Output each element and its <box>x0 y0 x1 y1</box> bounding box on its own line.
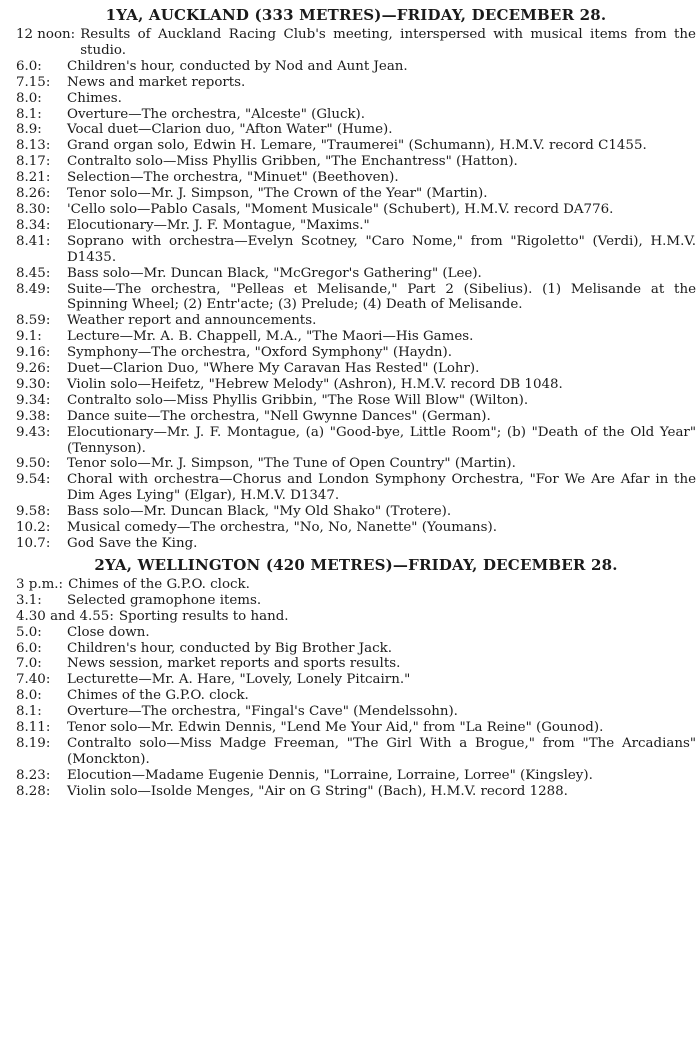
program-entry <box>16 91 696 107</box>
entry-text: Elocutionary—Mr. J. F. Montague, (a) "Good-bye, Little Room"; (b) "Death of the Old Year" (Tennyson). <box>67 424 696 456</box>
program-entry <box>16 138 696 154</box>
entry-text: Close down. <box>67 624 150 640</box>
entry-text: Bass solo—Mr. Duncan Black, "My Old Shako" (Trotere). <box>67 504 452 520</box>
entry-time: 8.49: <box>16 281 51 297</box>
program-entry <box>16 409 696 425</box>
entry-text: Results of Auckland Racing Club's meeting, interspersed with musical items from the studio. <box>80 27 696 58</box>
entry-time: 4.30 and 4.55: <box>16 608 114 624</box>
entry-text: Tenor solo—Mr. J. Simpson, "The Tune of Open Country" (Martin). <box>67 456 516 472</box>
entry-text: Violin solo—Heifetz, "Hebrew Melody" (Ashron), H.M.V. record DB 1048. <box>67 376 563 392</box>
entry-time: 9.54: <box>16 472 51 488</box>
entry-text: Soprano with orchestra—Evelyn Scotney, "Caro Nome," from "Rigoletto" (Verdi), H.M.V. D1435. <box>67 233 696 265</box>
section-heading-2ya: 2YA, WELLINGTON (420 METRES)—FRIDAY, DECEMBER 28. <box>94 555 618 574</box>
entry-time: 8.41: <box>16 233 51 249</box>
entry-time: 8.1: <box>16 106 42 122</box>
entry-time: 9.30: <box>16 376 51 392</box>
program-entry <box>16 313 696 329</box>
program-entry <box>16 122 696 138</box>
entry-time: 9.38: <box>16 408 51 424</box>
program-entry <box>16 170 696 186</box>
program-entry <box>16 504 696 520</box>
program-entry <box>16 282 696 314</box>
program-entry <box>16 59 696 75</box>
program-entry <box>16 27 696 59</box>
program-entry <box>16 688 696 704</box>
entry-time: 8.30: <box>16 201 51 217</box>
entry-time: 8.21: <box>16 170 51 186</box>
entry-text: Musical comedy—The orchestra, "No, No, Nanette" (Youmans). <box>67 520 497 536</box>
entry-time: 8.11: <box>16 720 51 736</box>
entry-text: Selected gramophone items. <box>67 592 262 608</box>
entry-time: 8.34: <box>16 217 51 233</box>
entry-time: 8.0: <box>16 90 42 106</box>
entry-text: Lecturette—Mr. A. Hare, "Lovely, Lonely Pitcairn." <box>67 672 411 688</box>
entry-time: 12 noon: <box>16 27 76 42</box>
program-entry <box>16 609 696 625</box>
entry-text: Duet—Clarion Duo, "Where My Caravan Has Rested" (Lohr). <box>67 361 480 377</box>
entry-text: Overture—The orchestra, "Fingal's Cave" (Mendelssohn). <box>67 704 458 720</box>
entry-time: 3 p.m.: <box>16 576 64 592</box>
entry-text: God Save the King. <box>67 536 198 551</box>
entry-time: 6.0: <box>16 640 42 656</box>
program-entry <box>16 456 696 472</box>
entry-time: 8.26: <box>16 186 51 202</box>
entry-time: 9.43: <box>16 424 51 440</box>
entry-text: Vocal duet—Clarion duo, "Afton Water" (Hume). <box>67 122 393 138</box>
entry-text: Chimes of the G.P.O. clock. <box>67 688 249 704</box>
program-entry <box>16 218 696 234</box>
entry-time: 9.26: <box>16 361 51 377</box>
program-entry <box>16 202 696 218</box>
program-entry <box>16 377 696 393</box>
entry-time: 8.9: <box>16 122 42 138</box>
program-entry <box>16 107 696 123</box>
entry-text: Weather report and announcements. <box>67 313 317 329</box>
program-entry <box>16 641 696 657</box>
entry-text: Bass solo—Mr. Duncan Black, "McGregor's Gathering" (Lee). <box>67 265 482 281</box>
entry-time: 6.0: <box>16 58 42 74</box>
program-entry <box>16 154 696 170</box>
entry-time: 7.40: <box>16 672 51 688</box>
entry-text: Elocution—Madame Eugenie Dennis, "Lorraine, Lorraine, Lorree" (Kingsley). <box>67 767 593 783</box>
entry-time: 9.1: <box>16 329 42 345</box>
program-entry <box>16 656 696 672</box>
entry-text: Contralto solo—Miss Phyllis Gribbin, "The Rose Will Blow" (Wilton). <box>67 392 529 408</box>
section-heading-1ya: 1YA, AUCKLAND (333 METRES)—FRIDAY, DECEMBER 28. <box>105 6 607 24</box>
entry-text: Overture—The orchestra, "Alceste" (Gluck). <box>67 106 366 122</box>
program-entry <box>16 393 696 409</box>
entry-text: Contralto solo—Miss Madge Freeman, "The Girl With a Brogue," from "The Arcadians" (Monckton). <box>67 735 696 767</box>
program-entry <box>16 345 696 361</box>
entry-text: Children's hour, conducted by Big Brother Jack. <box>67 640 392 656</box>
program-entry <box>16 784 696 800</box>
entry-time: 8.0: <box>16 688 42 704</box>
entry-time: 8.1: <box>16 704 42 720</box>
program-entry <box>16 768 696 784</box>
program-entry <box>16 361 696 377</box>
entry-time: 10.2: <box>16 520 51 536</box>
program-entry <box>16 472 696 504</box>
program-entry <box>16 186 696 202</box>
program-entry <box>16 704 696 720</box>
entry-text: Sporting results to hand. <box>118 608 289 624</box>
entry-text: News and market reports. <box>67 74 246 90</box>
program-entry <box>16 577 696 593</box>
entry-time: 8.13: <box>16 138 51 154</box>
entry-time: 9.34: <box>16 392 51 408</box>
entry-time: 9.58: <box>16 504 51 520</box>
program-list-2ya <box>16 577 696 800</box>
entry-time: 8.23: <box>16 767 51 783</box>
program-entry <box>16 266 696 282</box>
entry-text: Contralto solo—Miss Phyllis Gribben, "The Enchantress" (Hatton). <box>67 154 518 170</box>
program-entry <box>16 234 696 266</box>
entry-text: News session, market reports and sports results. <box>67 656 401 672</box>
entry-time: 9.50: <box>16 456 51 472</box>
entry-time: 8.45: <box>16 265 51 281</box>
entry-text: Symphony—The orchestra, "Oxford Symphony" (Haydn). <box>67 345 453 361</box>
entry-text: Grand organ solo, Edwin H. Lemare, "Traumerei" (Schumann), H.M.V. record C1455. <box>67 138 647 154</box>
entry-text: Selection—The orchestra, "Minuet" (Beethoven). <box>67 170 399 186</box>
entry-time: 3.1: <box>16 592 42 608</box>
entry-text: Children's hour, conducted by Nod and Aunt Jean. <box>67 58 408 74</box>
entry-text: Tenor solo—Mr. J. Simpson, "The Crown of the Year" (Martin). <box>67 186 488 202</box>
program-entry <box>16 329 696 345</box>
entry-text: Elocutionary—Mr. J. F. Montague, "Maxims." <box>67 217 370 233</box>
entry-text: Suite—The orchestra, "Pelleas et Melisande," Part 2 (Sibelius). (1) Melisande at the Spinning Wheel; (2) Entr'acte; (3) Prelude; (4) Death of Melisande. <box>67 281 696 313</box>
entry-time: 8.28: <box>16 783 51 799</box>
entry-text: Chimes. <box>67 90 122 106</box>
program-entry <box>16 625 696 641</box>
program-list-1ya <box>16 27 696 552</box>
program-entry <box>16 536 696 552</box>
program-entry <box>16 720 696 736</box>
program-entry <box>16 520 696 536</box>
program-entry <box>16 593 696 609</box>
entry-time: 10.7: <box>16 536 51 551</box>
entry-time: 8.17: <box>16 154 51 170</box>
entry-text: Choral with orchestra—Chorus and London Symphony Orchestra, "For We Are Afar in the Dim Ages Lying" (Elgar), H.M.V. D1347. <box>67 472 696 504</box>
entry-text: Lecture—Mr. A. B. Chappell, M.A., "The Maori—His Games. <box>67 329 474 345</box>
entry-time: 7.15: <box>16 74 51 90</box>
entry-text: Chimes of the G.P.O. clock. <box>68 576 250 592</box>
entry-time: 8.59: <box>16 313 51 329</box>
entry-time: 5.0: <box>16 624 42 640</box>
program-entry <box>16 672 696 688</box>
entry-time: 8.19: <box>16 735 51 751</box>
entry-text: Tenor solo—Mr. Edwin Dennis, "Lend Me Your Aid," from "La Reine" (Gounod). <box>67 720 604 736</box>
entry-time: 7.0: <box>16 656 42 672</box>
entry-text: Dance suite—The orchestra, "Nell Gwynne Dances" (German). <box>67 408 491 424</box>
program-entry <box>16 75 696 91</box>
entry-text: 'Cello solo—Pablo Casals, "Moment Musicale" (Schubert), H.M.V. record DA776. <box>67 201 614 217</box>
program-entry <box>16 736 696 768</box>
entry-time: 9.16: <box>16 345 51 361</box>
program-entry <box>16 425 696 457</box>
entry-text: Violin solo—Isolde Menges, "Air on G String" (Bach), H.M.V. record 1288. <box>67 783 568 799</box>
